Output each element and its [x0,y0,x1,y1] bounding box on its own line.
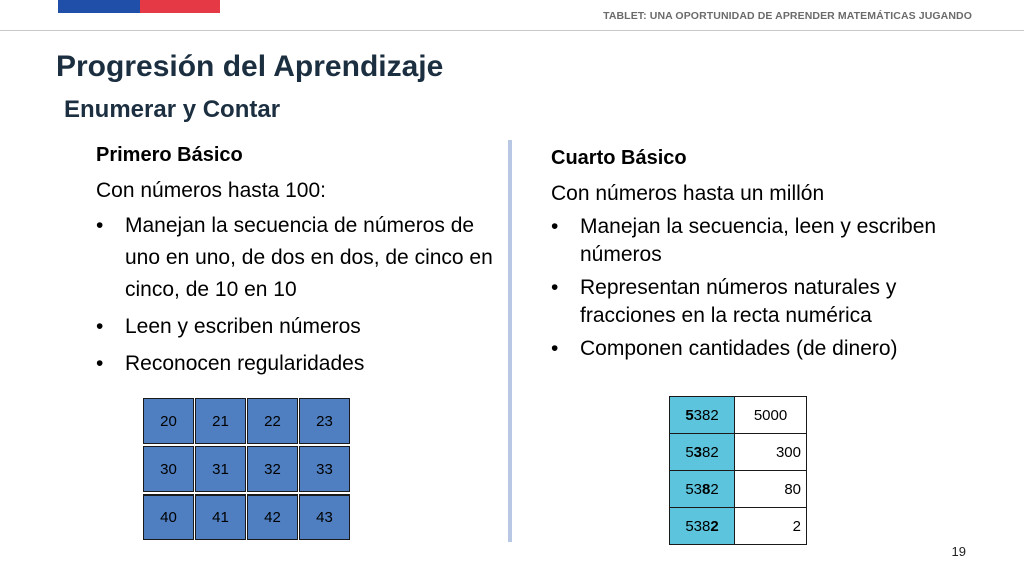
list-item: • Leen y escriben números [96,311,496,343]
right-bullet-list [551,213,971,363]
table-row [670,508,807,545]
number-grid [143,398,350,540]
left-column [96,140,496,385]
place-value-amount: 80 [735,471,807,508]
flag-blue-stripe [58,0,140,13]
table-row [670,471,807,508]
page-title: Progresión del Aprendizaje [56,50,444,83]
right-column [551,143,971,368]
number-cell: 30 [143,446,194,492]
place-value-number: 5382 [670,397,735,434]
header-divider [0,30,1024,31]
place-value-number: 5382 [670,508,735,545]
place-value-amount: 2 [735,508,807,545]
right-intro: Con números hasta un millón [551,182,825,205]
number-cell: 23 [299,398,350,444]
number-cell: 32 [247,446,298,492]
place-value-amount: 5000 [735,397,807,434]
number-cell: 43 [299,494,350,540]
column-divider [508,140,512,542]
left-heading: Primero Básico [96,144,243,166]
number-cell: 22 [247,398,298,444]
number-cell: 42 [247,494,298,540]
page-subtitle: Enumerar y Contar [64,96,281,123]
page-number: 19 [951,544,966,559]
number-cell: 20 [143,398,194,444]
table-row [670,434,807,471]
list-item: • Componen cantidades (de dinero) [551,335,971,363]
number-cell: 31 [195,446,246,492]
list-item: • Manejan la secuencia, leen y escriben números [551,213,971,269]
number-cell: 21 [195,398,246,444]
right-heading: Cuarto Básico [551,147,687,169]
number-cell: 41 [195,494,246,540]
place-value-number: 5382 [670,434,735,471]
place-value-number: 5382 [670,471,735,508]
left-bullet-list [96,210,496,380]
flag-bar [58,0,220,13]
table-row [670,397,807,434]
place-value-amount: 300 [735,434,807,471]
number-cell: 40 [143,494,194,540]
list-item: • Reconocen regularidades [96,348,496,380]
number-cell: 33 [299,446,350,492]
left-intro: Con números hasta 100: [96,179,326,202]
flag-red-stripe [140,0,220,13]
list-item: • Representan números naturales y fracciones en la recta numérica [551,274,971,330]
header-banner: TABLET: UNA OPORTUNIDAD DE APRENDER MATEMÁTICAS JUGANDO [603,10,972,22]
list-item: • Manejan la secuencia de números de uno en uno, de dos en dos, de cinco en cinco, de 10 en 10 [96,210,496,306]
place-value-table [669,396,807,545]
